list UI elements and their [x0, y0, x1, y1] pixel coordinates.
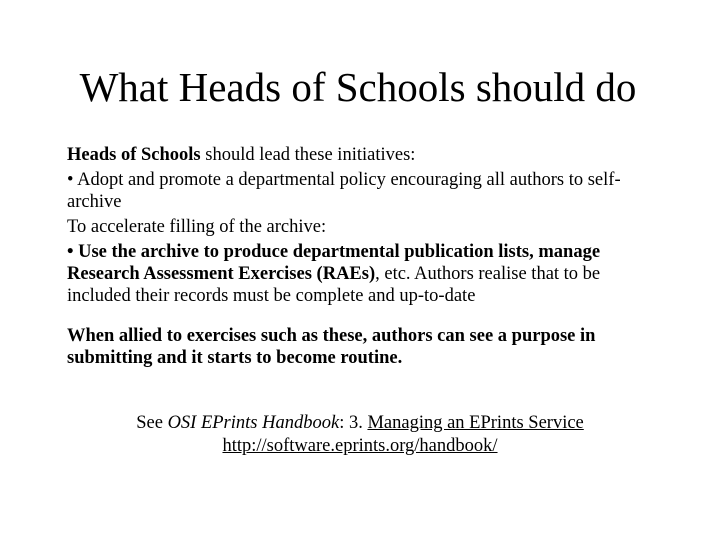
intro-bold: Heads of Schools — [67, 145, 201, 165]
bullet-self-archive: • Adopt and promote a departmental policy encouraging all authors to self-archive — [67, 170, 621, 212]
see-line — [0, 412, 720, 435]
bullet-archive-use-bold: • Use the archive to produce departmental publication lists, manage Research Assessment Exercises (RAEs) — [67, 242, 601, 284]
url-line — [0, 435, 720, 458]
see-mid: : 3. — [339, 413, 368, 433]
allied-paragraph: When allied to exercises such as these, authors can see a purpose in submitting and it starts to become routine. — [67, 326, 596, 368]
accelerate-paragraph: To accelerate filling of the archive: — [67, 217, 327, 237]
slide-title: What Heads of Schools should do — [79, 64, 637, 110]
managing-eprints-link[interactable]: Managing an EPrints Service — [367, 413, 584, 433]
bullet-archive-use — [67, 241, 667, 307]
intro-paragraph — [67, 144, 667, 166]
bullet-archive-use-rest: , etc. Authors realise that to be included their records must be complete and up-to-date — [67, 264, 601, 306]
see-prefix: See — [136, 413, 168, 433]
see-reference — [0, 412, 720, 458]
handbook-url-link[interactable]: http://software.eprints.org/handbook/ — [222, 436, 498, 456]
slide-body — [67, 144, 667, 372]
intro-rest: should lead these initiatives: — [200, 145, 416, 165]
handbook-title: OSI EPrints Handbook — [167, 413, 340, 433]
